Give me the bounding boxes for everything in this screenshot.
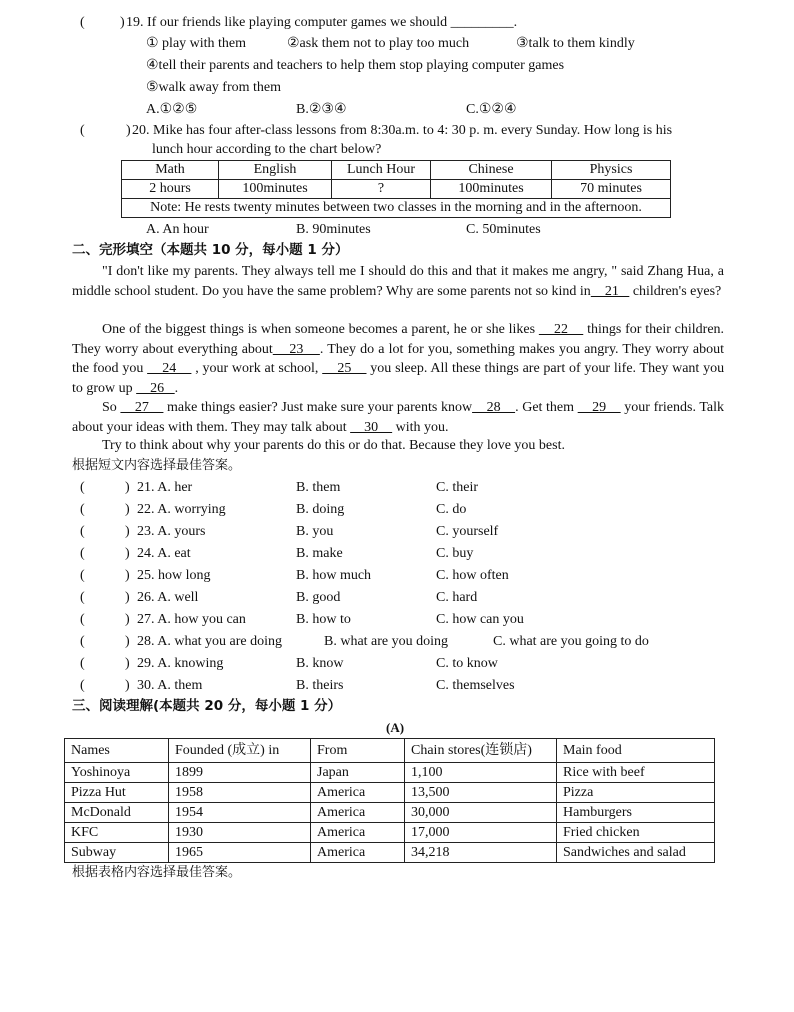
blank-30: 30 <box>350 419 393 435</box>
restaurant-table-cell: McDonald <box>65 803 169 823</box>
restaurant-table <box>64 738 715 863</box>
answer-bracket-close: ) <box>125 480 130 495</box>
restaurant-table-row <box>65 783 715 803</box>
option-a: 22. A. worrying <box>137 502 226 517</box>
option-b: B. know <box>296 656 344 671</box>
option-c: C. hard <box>436 590 478 605</box>
q19-option-3: ③talk to them kindly <box>516 36 635 51</box>
restaurant-table-cell: Pizza Hut <box>65 783 169 803</box>
q19-option-5: ⑤walk away from them <box>146 80 282 95</box>
lesson-table-header-row <box>122 161 671 180</box>
cloze-text: . They do a lot for you, something makes you angry. They worry about the food you <box>72 341 725 376</box>
lesson-table-cell: 70 minutes <box>552 180 671 199</box>
restaurant-table-row <box>65 763 715 783</box>
restaurant-table-header: Main food <box>557 739 715 763</box>
option-c: C. buy <box>436 546 474 561</box>
q20-stem-line1: 20. Mike has four after-class lessons from 8:30a.m. to 4: 30 p. m. every Sunday. How long is his <box>132 123 673 138</box>
option-c: C. yourself <box>436 524 499 539</box>
restaurant-table-cell: 1965 <box>169 843 311 863</box>
answer-bracket-open: ( <box>80 590 85 605</box>
cloze-text: So <box>102 400 117 415</box>
cloze-text: children's eyes? <box>632 283 722 299</box>
cloze-paragraph-4: Try to think about why your parents do this or do that. Because they love you best. <box>102 438 565 453</box>
option-a: 28. A. what you are doing <box>137 634 283 649</box>
restaurant-table-cell: America <box>311 783 405 803</box>
reading-instruction: 根据表格内容选择最佳答案。 <box>72 865 242 880</box>
restaurant-table-cell: America <box>311 843 405 863</box>
restaurant-table-cell: 1899 <box>169 763 311 783</box>
restaurant-table-row <box>65 823 715 843</box>
blank-28: 28 <box>472 400 516 415</box>
cloze-text: "I don't like my parents. They always tell me I should do this and that it makes me angry, " said Zhang Hua, a middle school student. Do you have the same problem? Why are some parents not so kind in <box>72 264 724 299</box>
q20-bracket-open: ( <box>80 123 85 138</box>
q19-choice-c: C.①②④ <box>466 102 517 117</box>
option-b: B. how to <box>296 612 351 627</box>
restaurant-table-cell: 30,000 <box>405 803 557 823</box>
q19-choice-b: B.②③④ <box>296 102 347 117</box>
restaurant-table-cell: 1,100 <box>405 763 557 783</box>
answer-bracket-open: ( <box>80 678 85 693</box>
q20-choice-a: A. An hour <box>146 222 209 237</box>
restaurant-table-cell: America <box>311 823 405 843</box>
section2-heading: 二、完形填空（本题共 10 分，每小题 1 分） <box>72 242 349 258</box>
lesson-table-header: Chinese <box>431 161 552 180</box>
blank-21: 21 <box>590 283 630 299</box>
lesson-table-cell: 2 hours <box>122 180 219 199</box>
lesson-table <box>121 160 671 218</box>
lesson-table-header: Math <box>122 161 219 180</box>
restaurant-table-cell: Subway <box>65 843 169 863</box>
restaurant-table-cell: Japan <box>311 763 405 783</box>
option-b: B. doing <box>296 502 345 517</box>
answer-bracket-open: ( <box>80 612 85 627</box>
option-b: B. good <box>296 590 341 605</box>
lesson-table-cell: ? <box>332 180 431 199</box>
option-a: 21. A. her <box>137 480 193 495</box>
restaurant-table-cell: Hamburgers <box>557 803 715 823</box>
option-b: B. how much <box>296 568 372 583</box>
option-c: C. do <box>436 502 467 517</box>
restaurant-table-cell: Pizza <box>557 783 715 803</box>
blank-26: 26 <box>136 380 175 396</box>
q20-bracket-close: ) <box>126 123 131 138</box>
option-a: 25. how long <box>137 568 211 583</box>
restaurant-table-header: Founded (成立) in <box>169 739 311 763</box>
cloze-paragraph-2 <box>72 320 724 398</box>
answer-bracket-close: ) <box>125 612 130 627</box>
option-b: B. theirs <box>296 678 344 693</box>
option-c: C. what are you going to do <box>493 634 649 649</box>
option-b: B. them <box>296 480 341 495</box>
restaurant-table-row <box>65 843 715 863</box>
restaurant-table-header: From <box>311 739 405 763</box>
restaurant-table-cell: 1930 <box>169 823 311 843</box>
option-b: B. you <box>296 524 334 539</box>
q20-choice-b: B. 90minutes <box>296 222 371 237</box>
cloze-text: things for their children. They worry about everything about <box>72 322 725 357</box>
lesson-table-header: Lunch Hour <box>332 161 431 180</box>
answer-bracket-close: ) <box>125 590 130 605</box>
q19-option-1: ① play with them <box>146 36 247 51</box>
q20-stem-line2: lunch hour according to the chart below? <box>152 142 382 157</box>
cloze-instruction: 根据短文内容选择最佳答案。 <box>72 458 242 473</box>
cloze-text: your friends. Talk about your ideas with them. They may talk about <box>72 400 725 435</box>
option-c: C. how often <box>436 568 509 583</box>
answer-bracket-close: ) <box>125 678 130 693</box>
answer-bracket-open: ( <box>80 502 85 517</box>
q19-choice-a: A.①②⑤ <box>146 102 198 117</box>
answer-bracket-open: ( <box>80 656 85 671</box>
answer-bracket-open: ( <box>80 524 85 539</box>
cloze-text: you sleep. All these things are part of your life. They want you to grow up <box>72 361 725 396</box>
restaurant-table-header: Names <box>65 739 169 763</box>
reading-part-label: (A) <box>386 720 405 735</box>
blank-24: 24 <box>147 361 192 376</box>
restaurant-table-cell: Sandwiches and salad <box>557 843 715 863</box>
answer-bracket-close: ) <box>125 502 130 517</box>
restaurant-table-cell: Yoshinoya <box>65 763 169 783</box>
option-c: C. to know <box>436 656 498 671</box>
restaurant-table-cell: 34,218 <box>405 843 557 863</box>
q19-option-2: ②ask them not to play too much <box>287 36 470 51</box>
lesson-table-note-row <box>122 199 671 218</box>
option-b: B. make <box>296 546 343 561</box>
cloze-paragraph-3 <box>72 398 724 437</box>
answer-bracket-open: ( <box>80 568 85 583</box>
lesson-table-value-row <box>122 180 671 199</box>
lesson-table-header: Physics <box>552 161 671 180</box>
option-c: C. themselves <box>436 678 515 693</box>
restaurant-table-cell: 17,000 <box>405 823 557 843</box>
cloze-text: , your work at school, <box>195 361 319 376</box>
restaurant-table-header: Chain stores(连锁店) <box>405 739 557 763</box>
option-a: 29. A. knowing <box>137 656 224 671</box>
q19-bracket-close: ) <box>120 15 125 30</box>
cloze-text: make things easier? Just make sure your parents know <box>167 400 473 415</box>
cloze-text: One of the biggest things is when someone becomes a parent, he or she likes <box>102 322 536 337</box>
option-a: 27. A. how you can <box>137 612 246 627</box>
cloze-paragraph-1 <box>72 262 724 301</box>
cloze-text: . <box>174 380 179 396</box>
lesson-table-note: Note: He rests twenty minutes between two classes in the morning and in the afternoon. <box>122 199 671 218</box>
answer-bracket-open: ( <box>80 634 85 649</box>
restaurant-table-cell: 1954 <box>169 803 311 823</box>
lesson-table-cell: 100minutes <box>431 180 552 199</box>
answer-bracket-open: ( <box>80 546 85 561</box>
lesson-table-header: English <box>219 161 332 180</box>
option-b: B. what are you doing <box>324 634 449 649</box>
answer-bracket-close: ) <box>125 634 130 649</box>
cloze-text: . Get them <box>515 400 575 415</box>
restaurant-table-row <box>65 803 715 823</box>
restaurant-table-cell: 1958 <box>169 783 311 803</box>
blank-27: 27 <box>120 400 164 415</box>
blank-29: 29 <box>577 400 621 415</box>
cloze-text: with you. <box>395 419 449 435</box>
option-c: C. how can you <box>436 612 524 627</box>
answer-bracket-close: ) <box>125 568 130 583</box>
option-a: 24. A. eat <box>137 546 191 561</box>
answer-bracket-open: ( <box>80 480 85 495</box>
restaurant-table-cell: 13,500 <box>405 783 557 803</box>
option-a: 26. A. well <box>137 590 199 605</box>
section3-heading: 三、阅读理解(本题共 20 分，每小题 1 分） <box>72 698 342 714</box>
q19-stem: 19. If our friends like playing computer games we should _________. <box>126 15 518 30</box>
restaurant-table-cell: Fried chicken <box>557 823 715 843</box>
answer-bracket-close: ) <box>125 546 130 561</box>
q20-choice-c: C. 50minutes <box>466 222 541 237</box>
restaurant-table-cell: America <box>311 803 405 823</box>
q19-bracket-open: ( <box>80 15 85 30</box>
restaurant-table-cell: KFC <box>65 823 169 843</box>
restaurant-table-cell: Rice with beef <box>557 763 715 783</box>
q19-option-4: ④tell their parents and teachers to help them stop playing computer games <box>146 58 565 73</box>
lesson-table-cell: 100minutes <box>219 180 332 199</box>
restaurant-table-header-row <box>65 739 715 763</box>
blank-23: 23 <box>272 341 320 357</box>
blank-25: 25 <box>322 361 367 376</box>
answer-bracket-close: ) <box>125 524 130 539</box>
option-a: 30. A. them <box>137 678 203 693</box>
option-c: C. their <box>436 480 478 495</box>
option-a: 23. A. yours <box>137 524 206 539</box>
answer-bracket-close: ) <box>125 656 130 671</box>
blank-22: 22 <box>538 322 584 337</box>
